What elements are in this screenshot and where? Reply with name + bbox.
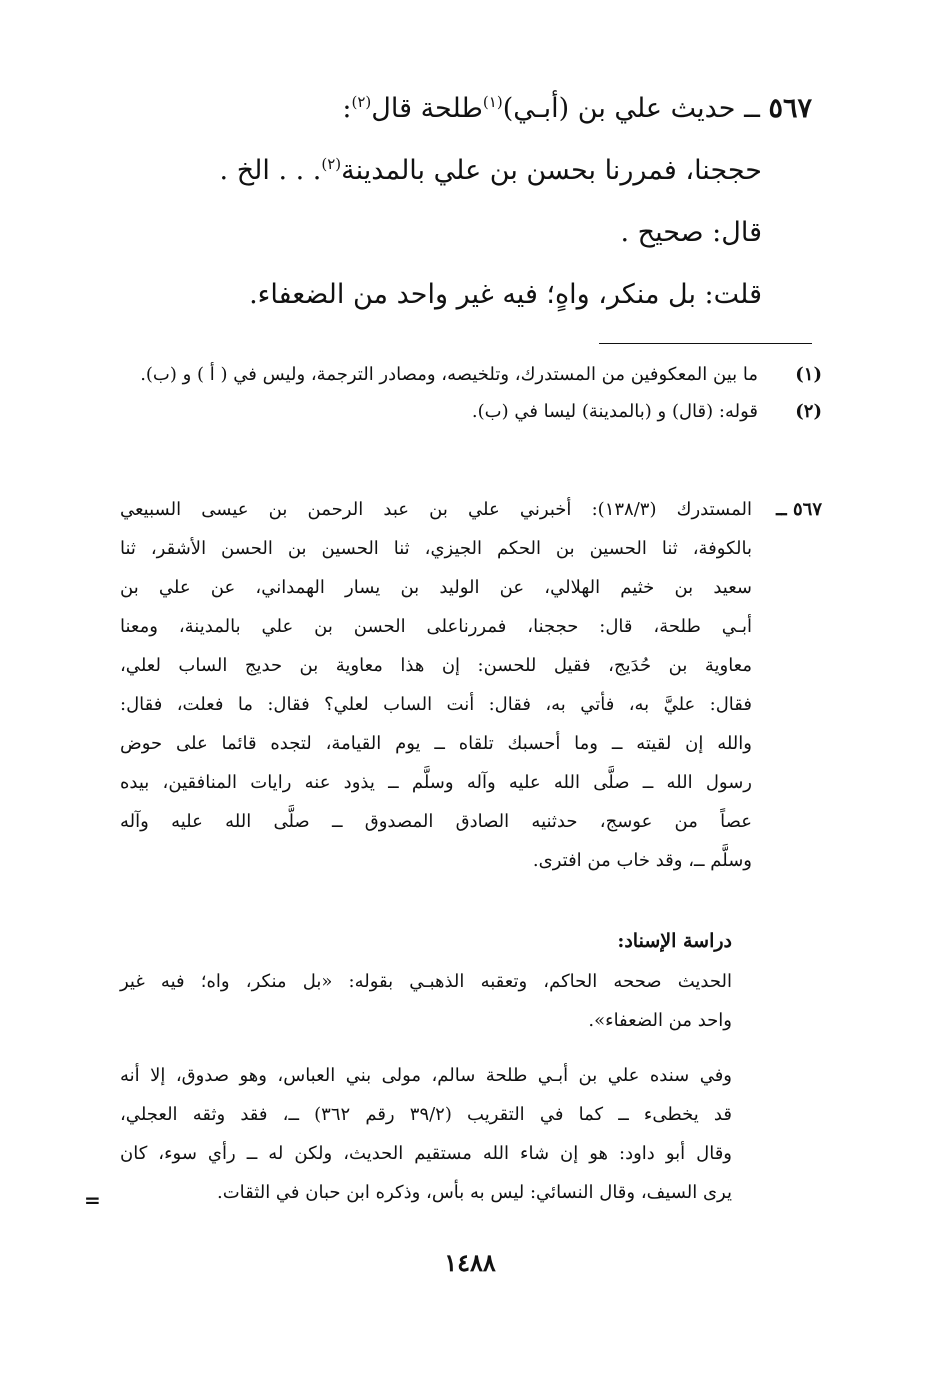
hadith-text-end: . . . الخ .: [219, 155, 322, 186]
paragraph-line: الحديث صححه الحاكم، وتعقبه الذهبـي بقوله: «بل منكر، واه؛ فيه غير: [120, 971, 732, 992]
footnote-number: (٢): [795, 401, 822, 422]
commentary-line: معاوية بن حُدَيج، فقيل للحسن: إن هذا معاوية بن حديج الساب لعلي،: [120, 655, 752, 676]
footnote-ref-2b[interactable]: (٢): [321, 155, 342, 173]
continuation-mark: =: [84, 1188, 101, 1212]
hakim-verdict: قال: صحيح .: [620, 217, 762, 248]
footnote-separator: [599, 343, 812, 344]
study-paragraph: [120, 962, 732, 1040]
commentary-line: رسول الله ــ صلَّى الله عليه وآله وسلَّم ــ يذود عنه رايات المنافقين، بيده: [120, 772, 752, 793]
footnote-ref-2[interactable]: (٢): [351, 93, 372, 111]
footnote-text: ما بين المعكوفين من المستدرك، وتلخيصه، ومصادر الترجمة، وليس في ( أ ) و (ب).: [140, 364, 758, 385]
hadith-heading-end: :: [342, 93, 352, 124]
commentary-line: أبـي طلحة، قال: حججنا، فمررناعلى الحسن بن علي بالمدينة، ومعنا: [120, 616, 752, 637]
commentary-line: فقال: عليَّ به، فأتي به، فقال: أنت الساب لعلي؟ فقال: ما فعلت، فقال:: [120, 694, 752, 715]
paragraph-line: وفي سنده علي بن أبـي طلحة سالم، مولى بني العباس، وهو صدوق، إلا أنه: [120, 1065, 732, 1086]
footnotes: [122, 356, 822, 430]
commentary-block: [120, 490, 822, 880]
hadith-number: ٥٦٧: [768, 93, 812, 124]
paragraph-line: واحد من الضعفاء».: [588, 1010, 732, 1031]
study-paragraph: [120, 1056, 732, 1212]
hadith-heading: [112, 78, 812, 140]
commentary-body: [120, 490, 752, 880]
footnote-text: قوله: (قال) و (بالمدينة) ليسا في (ب).: [471, 401, 758, 422]
hadith-text: حججنا، فمررنا بحسن بن علي بالمدينة: [341, 155, 762, 186]
commentary-line: وسلَّم ــ، وقد خاب من افترى.: [532, 850, 752, 871]
page-number: ١٤٨٨: [444, 1248, 496, 1277]
commentary-row: [120, 490, 822, 880]
footnote: [122, 393, 822, 430]
dhahabi-verdict: قلت: بل منكر، واهٍ؛ فيه غير واحد من الضعفاء.: [249, 279, 762, 310]
commentary-number: ٥٦٧ ــ: [776, 499, 822, 520]
paragraph-line: قد يخطىء ــ كما في التقريب (٣٩/٢ رقم ٣٦٢) ــ، فقد وثقه العجلي،: [120, 1104, 732, 1125]
section-heading: دراسة الإسناد:: [617, 930, 732, 952]
commentary-line: سعيد بن خثيم الهلالي، عن الوليد بن يسار الهمداني، عن علي بن: [120, 577, 752, 598]
footnote-number: (١): [795, 364, 822, 385]
footnote: [122, 356, 822, 393]
paragraph-line: وقال أبو داود: هو إن شاء الله مستقيم الحديث، ولكن له ــ رأي سوء، كان: [120, 1143, 732, 1164]
hadith-text-line: [112, 140, 812, 202]
paragraph-line: يرى السيف، وقال النسائي: ليس به بأس، وذكره ابن حبان في الثقات.: [217, 1182, 732, 1203]
hadith-block: [112, 78, 812, 326]
footnote-ref-1[interactable]: (١): [482, 93, 503, 111]
hadith-dash: ــ: [744, 93, 760, 124]
hadith-heading-text: حديث علي بن (أبـي): [502, 93, 736, 124]
hadith-heading-text2: طلحة قال: [371, 93, 483, 124]
commentary-line: بالكوفة، ثنا الحسين بن الحكم الجيزي، ثنا الحسين بن الحسن الأشقر، ثنا: [120, 538, 752, 559]
commentary-line: المستدرك (١٣٨/٣): أخبرني علي بن عبد الرحمن بن عيسى السبيعي: [120, 499, 752, 520]
commentary-line: والله إن لقيته ــ وما أحسبك تلقاه ــ يوم القيامة، لتجده قائما على حوض: [120, 733, 752, 754]
commentary-line: عصاً من عوسج، حدثنيه الصادق المصدوق ــ صلَّى الله عليه وآله: [120, 811, 752, 832]
